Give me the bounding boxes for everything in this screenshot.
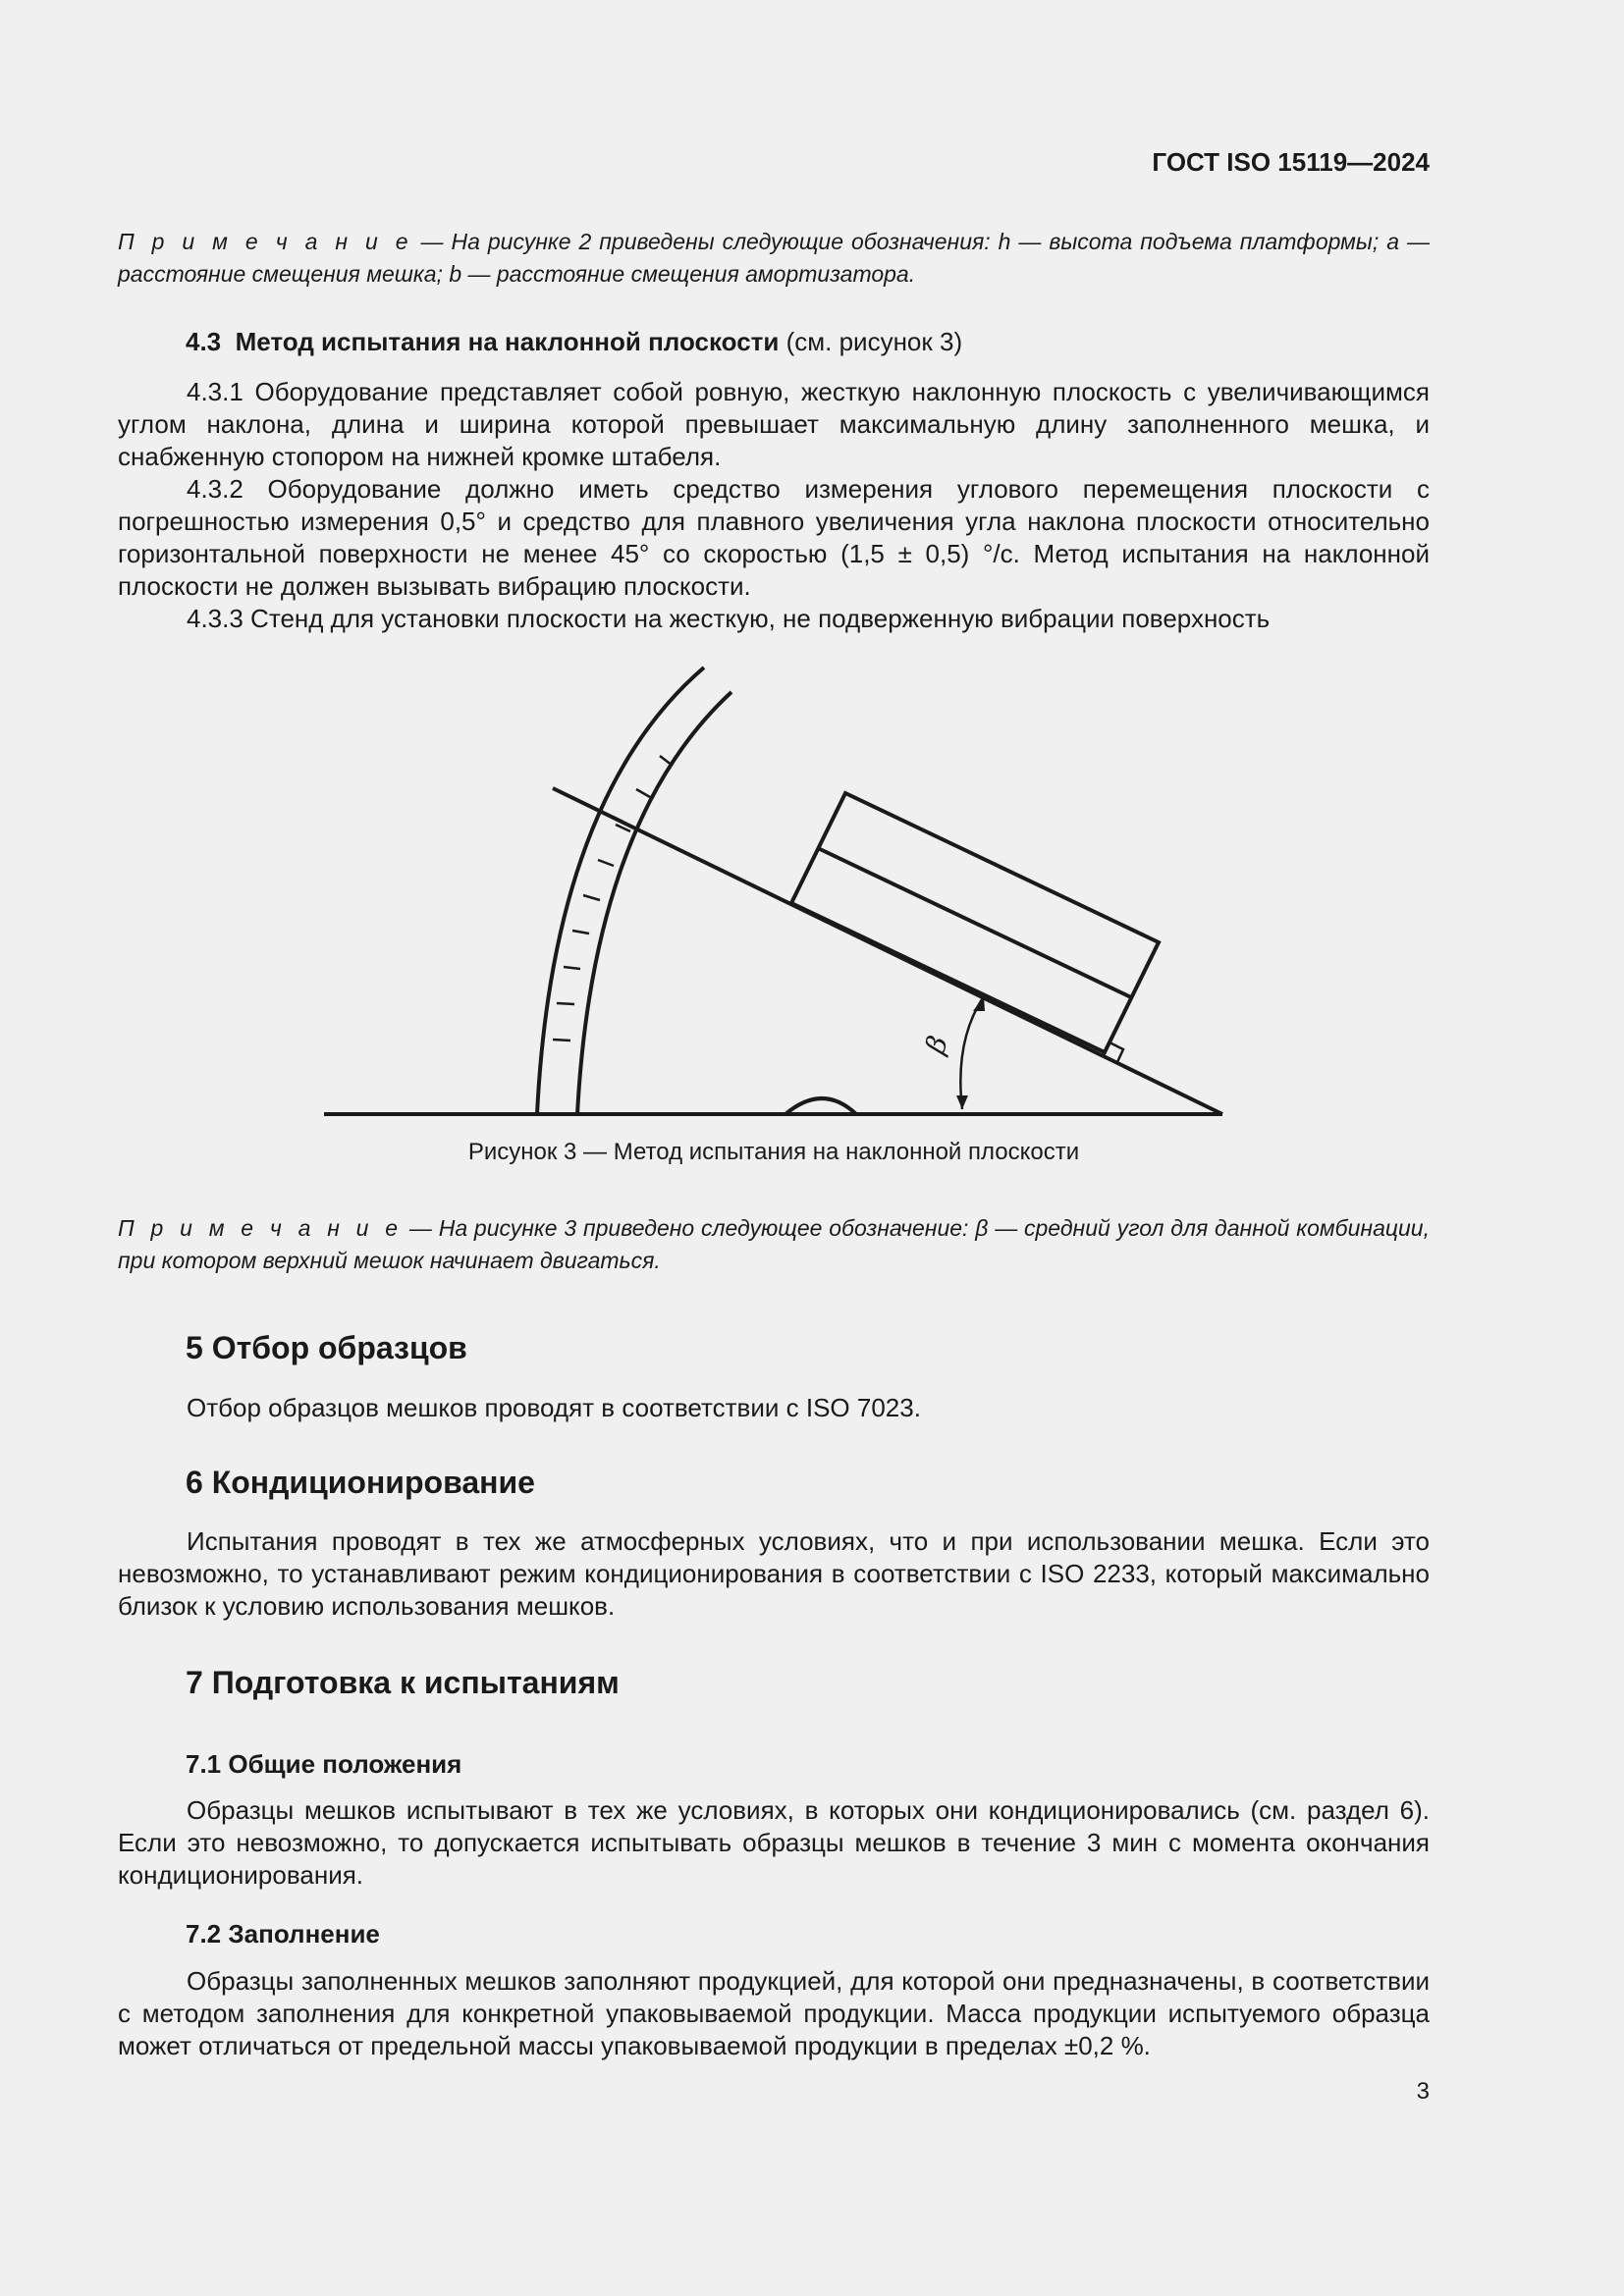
figure-3-inclined-plane — [314, 658, 1237, 1129]
section-7-1-body — [118, 1794, 1430, 1892]
protractor-inner-arc — [537, 667, 704, 1114]
section-7-heading: 7 Подготовка к испытаниям — [186, 1665, 620, 1700]
paragraph-4-3-3: 4.3.3 Стенд для установки плоскости на жесткую, не подверженную вибрации поверхность — [187, 604, 1271, 633]
protractor-outer-arc — [577, 692, 731, 1114]
section-number: 4.3 — [186, 327, 222, 356]
angle-arrow-top — [973, 996, 985, 1011]
section-title: Метод испытания на наклонной плоскости — [235, 327, 780, 356]
inclined-plane — [553, 788, 1222, 1114]
paragraph: Испытания проводят в тех же атмосферных условиях, что и при использовании мешка. Если это невозможно, то устанавливают режим кондиционирования в соответствии с ISO 2233, который максимально близок к условию использования мешков. — [118, 1526, 1430, 1621]
paragraph: Отбор образцов мешков проводят в соответствии с ISO 7023. — [187, 1393, 921, 1422]
pivot-hinge — [785, 1098, 856, 1114]
section-4-3-body — [118, 376, 1430, 635]
section-4-3-heading — [186, 327, 962, 357]
section-6-body — [118, 1525, 1430, 1623]
page-number: 3 — [1416, 2078, 1430, 2105]
paragraph: Образцы заполненных мешков заполняют продукцией, для которой они предназначены, в соответствии с методом заполнения для конкретной упаковываемой продукции. Масса продукции испытуемого образца может отличаться от предельной массы упаковываемой продукции в пределах ±0,2 %. — [118, 1966, 1430, 2060]
paragraph-4-3-1: 4.3.1 Оборудование представляет собой ровную, жесткую наклонную плоскость с увеличивающимся углом наклона, длина и ширина которой превышает максимальную длину заполненного мешка, и снабженную стопором на нижней кромке штабеля. — [118, 377, 1430, 471]
section-6-heading: 6 Кондиционирование — [186, 1465, 535, 1500]
beta-angle-label: β — [918, 1031, 955, 1058]
note-figure-2 — [118, 226, 1430, 291]
note-figure-3 — [118, 1212, 1430, 1277]
section-7-2-heading: 7.2 Заполнение — [186, 1919, 380, 1949]
note-label: П р и м е ч а н и е — [118, 229, 413, 254]
note-text: — На рисунке 3 приведено следующее обозначение: β — средний угол для данной комбинации, при котором верхний мешок начинает двигаться. — [118, 1215, 1430, 1273]
note-text: — На рисунке 2 приведены следующие обозначения: h — высота подъема платформы; a — расстояние смещения мешка; b — расстояние смещения амортизатора. — [118, 229, 1430, 287]
paragraph-4-3-2: 4.3.2 Оборудование должно иметь средство измерения углового перемещения плоскости с погрешностью измерения 0,5° и средство для плавного увеличения угла наклона плоскости относительно горизонтальной поверхности не менее 45° со скоростью (1,5 ± 0,5) °/с. Метод испытания на наклонной плоскости не должен вызывать вибрацию плоскости. — [118, 474, 1430, 601]
figure-caption: Рисунок 3 — Метод испытания на наклонной плоскости — [467, 1139, 1080, 1165]
angle-arrow-bottom — [956, 1095, 968, 1109]
section-ref: (см. рисунок 3) — [779, 327, 963, 356]
section-5-body — [118, 1392, 1430, 1424]
note-label: П р и м е ч а н и е — [118, 1215, 404, 1241]
bag-divider — [818, 848, 1131, 997]
section-5-heading: 5 Отбор образцов — [186, 1330, 467, 1365]
paragraph: Образцы мешков испытывают в тех же условиях, в которых они кондиционировались (см. раздел 6). Если это невозможно, то допускается испытывать образцы мешков в течение 3 мин с момента окончания кондиционирования. — [118, 1795, 1430, 1890]
document-header: ГОСТ ISO 15119—2024 — [1152, 147, 1430, 177]
section-7-2-body — [118, 1965, 1430, 2062]
angle-arc — [960, 996, 984, 1109]
section-7-1-heading: 7.1 Общие положения — [186, 1749, 462, 1779]
